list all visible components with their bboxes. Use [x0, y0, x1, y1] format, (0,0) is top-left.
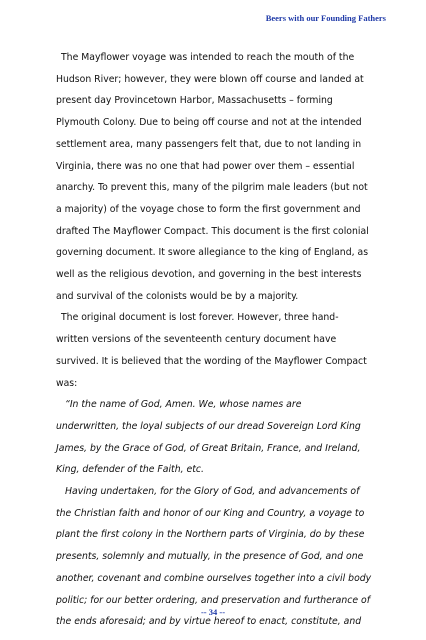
quote-line: the Christian faith and honor of our King and Country, a voyage to — [56, 507, 365, 519]
paragraph-line: written versions of the seventeenth century document have — [56, 334, 337, 346]
paragraph-line: settlement area, many passengers felt that, due to not landing in — [56, 138, 362, 150]
quote-line: “In the name of God, Amen. We, whose names are — [65, 399, 302, 411]
paragraph-line: Hudson River; however, they were blown off course and landed at — [56, 73, 364, 85]
paragraph-line: was: — [56, 377, 78, 389]
page-number: -- 34 -- — [200, 607, 226, 617]
paragraph-line: drafted The Mayflower Compact. This document is the first colonial — [56, 225, 369, 237]
quote-line: Having undertaken, for the Glory of God, and advancements of — [65, 486, 360, 498]
quote-line: the ends aforesaid; and by virtue hereof to enact, constitute, and — [56, 616, 362, 628]
running-header: Beers with our Founding Fathers — [265, 13, 386, 23]
quote-line: another, covenant and combine ourselves together into a civil body — [56, 572, 372, 584]
quote-line: plant the first colony in the Northern parts of Virginia, do by these — [56, 529, 365, 541]
paragraph-line: Plymouth Colony. Due to being off course and not at the intended — [56, 117, 362, 129]
paragraph-line: anarchy. To prevent this, many of the pilgrim male leaders (but not — [56, 182, 368, 194]
paragraph-line: present day Provincetown Harbor, Massachusetts – forming — [56, 95, 333, 107]
paragraph-line: Virginia, there was no one that had power over them – essential — [56, 160, 355, 172]
paragraph-line: well as the religious devotion, and governing in the best interests — [56, 269, 362, 281]
body-text — [56, 47, 386, 633]
quote-line: underwritten, the loyal subjects of our dread Sovereign Lord King — [56, 420, 361, 432]
paragraph-line: survived. It is believed that the wording of the Mayflower Compact — [56, 355, 367, 367]
paragraph-line: a majority) of the voyage chose to form the first government and — [56, 203, 361, 215]
quote-line: King, defender of the Faith, etc. — [56, 464, 204, 476]
quote-line: politic; for our better ordering, and preservation and furtherance of — [56, 594, 371, 606]
paragraph-line: and survival of the colonists would be by a majority. — [56, 290, 299, 302]
paragraph-line: governing document. It swore allegiance to the king of England, as — [56, 247, 369, 259]
paragraph-line: The original document is lost forever. However, three hand- — [61, 312, 339, 324]
quote-line: James, by the Grace of God, of Great Britain, France, and Ireland, — [56, 442, 361, 454]
paragraph-line: The Mayflower voyage was intended to reach the mouth of the — [61, 52, 355, 63]
quote-line: presents, solemnly and mutually, in the presence of God, and one — [56, 551, 364, 563]
